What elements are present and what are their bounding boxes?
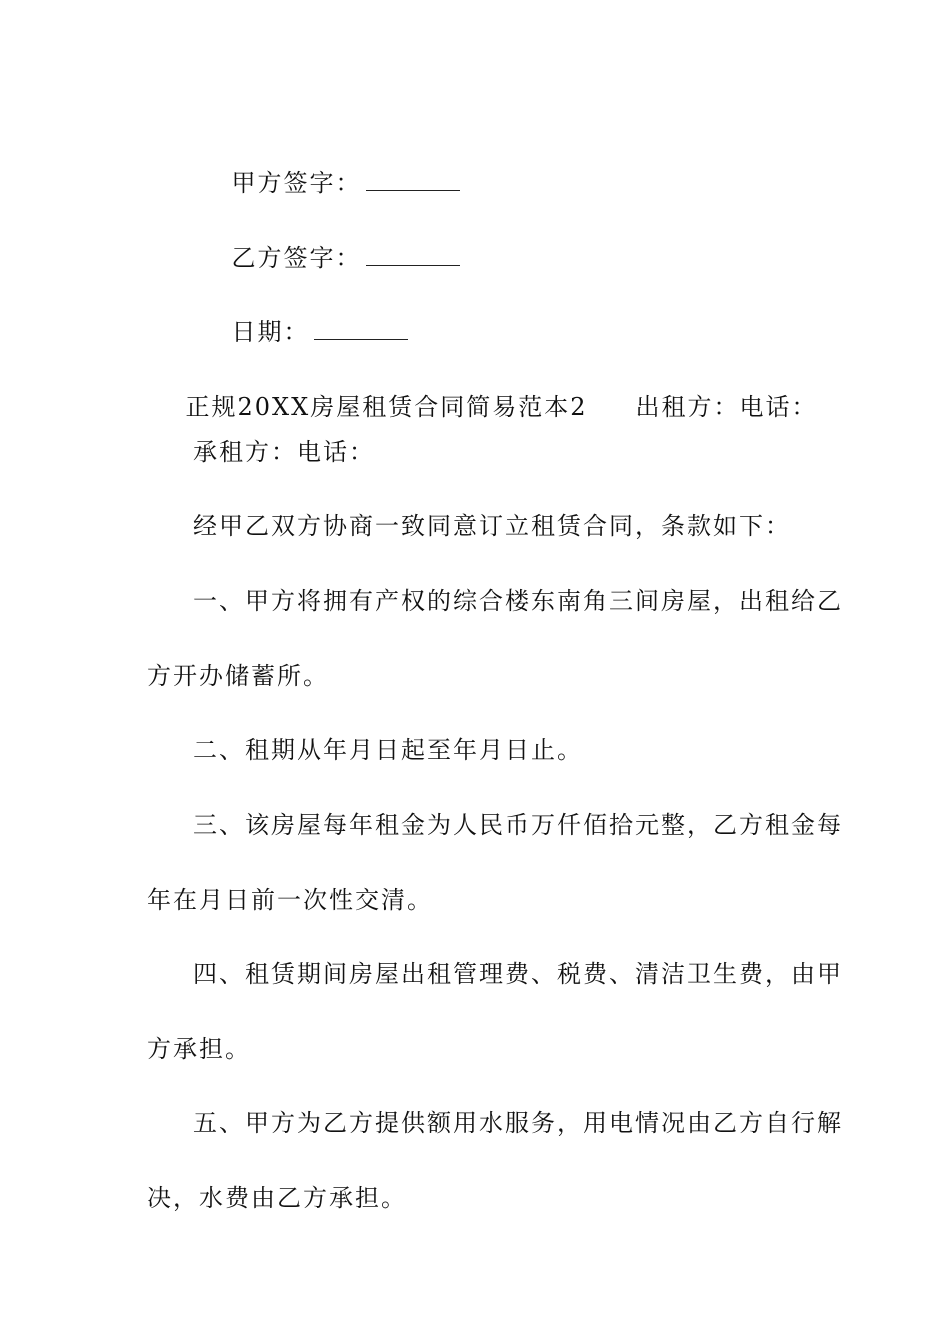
clause-1-line-2: 方开办储蓄所。 [147,662,329,690]
party-b-signature-label: 乙方签字： [231,244,362,272]
date-label: 日期： [231,318,310,346]
lessor-phone: 出租方：电话： [635,393,818,421]
clause-2-line-1: 二、租期从年月日起至年月日止。 [193,736,583,764]
document-title: 正规20XX房屋租赁合同简易范本2 [185,393,588,421]
party-a-signature-blank [366,168,460,191]
party-b-signature-blank [366,243,460,266]
intro-paragraph: 经甲乙双方协商一致同意订立租赁合同，条款如下： [193,512,791,540]
clause-3-line-2: 年在月日前一次性交清。 [147,886,433,914]
clause-4-line-1: 四、租赁期间房屋出租管理费、税费、清洁卫生费，由甲 [193,960,843,988]
clause-4-line-2: 方承担。 [147,1035,251,1063]
clause-5-line-2: 决，水费由乙方承担。 [147,1184,407,1212]
date-blank [314,317,408,340]
clause-1-line-1: 一、甲方将拥有产权的综合楼东南角三间房屋，出租给乙 [193,587,843,615]
clause-5-line-1: 五、甲方为乙方提供额用水服务，用电情况由乙方自行解 [193,1109,843,1137]
party-a-signature-label: 甲方签字： [231,169,362,197]
clause-3-line-1: 三、该房屋每年租金为人民币万仟佰拾元整，乙方租金每 [193,811,843,839]
lessee-phone: 承租方：电话： [193,438,375,466]
